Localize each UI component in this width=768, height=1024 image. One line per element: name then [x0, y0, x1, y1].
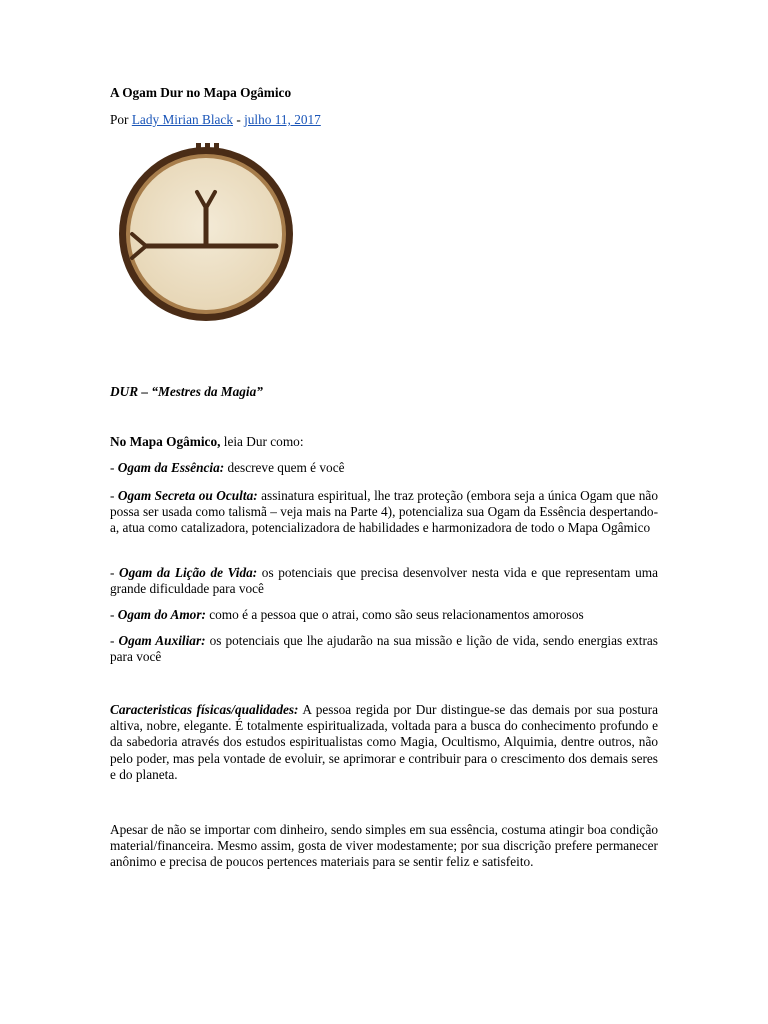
list-dash: - — [110, 488, 118, 503]
dur-ogam-emblem-icon — [108, 142, 304, 324]
intro-bold: No Mapa Ogâmico, — [110, 434, 221, 449]
byline-separator: - — [236, 112, 241, 127]
list-item — [110, 565, 658, 597]
closing-paragraph — [110, 822, 658, 871]
list-label: Ogam da Lição de Vida: — [119, 565, 258, 580]
list-label: Ogam da Essência: — [117, 460, 225, 475]
closing-text: Apesar de não se importar com dinheiro, sendo simples em sua essência, costuma atingir boa condição material/financeira. Mesmo assim, gosta de viver modestamente; por sua discrição prefere permanecer anônimo e precisa de poucos pertences materiais para se sentir feliz e satisfeito. — [110, 822, 658, 870]
intro-paragraph — [110, 434, 658, 450]
list-label: Ogam do Amor: — [117, 607, 206, 622]
list-label: Ogam Secreta ou Oculta: — [117, 488, 258, 503]
list-label: Ogam Auxiliar: — [118, 633, 206, 648]
byline-prefix: Por — [110, 112, 129, 127]
characteristics-paragraph — [110, 702, 658, 783]
list-dash: - — [110, 460, 118, 475]
list-text: os potenciais que precisa desenvolver nesta vida e que representam uma grande dificuldade para você — [110, 565, 658, 597]
author-link[interactable]: Lady Mirian Black — [131, 112, 233, 127]
article-title: A Ogam Dur no Mapa Ogâmico — [110, 85, 292, 100]
intro-text: leia Dur como: — [220, 434, 304, 449]
list-text: assinatura espiritual, lhe traz proteção (embora seja a única Ogam que não possa ser usada como talismã – veja mais na Parte 4), potencializa sua Ogam da Essência despertando-a, atua como catalizadora, potencializadora de habilidades e harmonizadora de todo o Mapa Ogâmico — [110, 488, 658, 536]
list-item — [110, 607, 658, 623]
list-text: os potenciais que lhe ajudarão na sua missão e lição de vida, sendo energias extras para você — [110, 633, 658, 665]
list-item — [110, 460, 658, 476]
list-item — [110, 488, 658, 537]
list-dash: - — [110, 565, 120, 580]
list-dash: - — [110, 607, 118, 622]
list-text: como é a pessoa que o atrai, como são seus relacionamentos amorosos — [205, 607, 584, 622]
list-dash: - — [110, 633, 119, 648]
characteristics-text: A pessoa regida por Dur distingue-se das demais por sua postura altiva, nobre, elegante. É totalmente espiritualizada, voltada para a busca do conhecimento profundo e da sabedoria através dos estudos espiritualistas como Magia, Ocultismo, Alquimia, dentre outros, não pelo poder, mas pela vontade de evoluir, se aprimorar e contribuir para o crescimento dos demais seres e do planeta. — [110, 702, 658, 782]
section-heading: DUR – “Mestres da Magia” — [110, 384, 263, 399]
byline — [110, 112, 321, 128]
list-item — [110, 633, 658, 665]
list-text: descreve quem é você — [224, 460, 345, 475]
characteristics-label: Caracteristicas físicas/qualidades: — [110, 702, 299, 717]
date-link[interactable]: julho 11, 2017 — [244, 112, 321, 127]
